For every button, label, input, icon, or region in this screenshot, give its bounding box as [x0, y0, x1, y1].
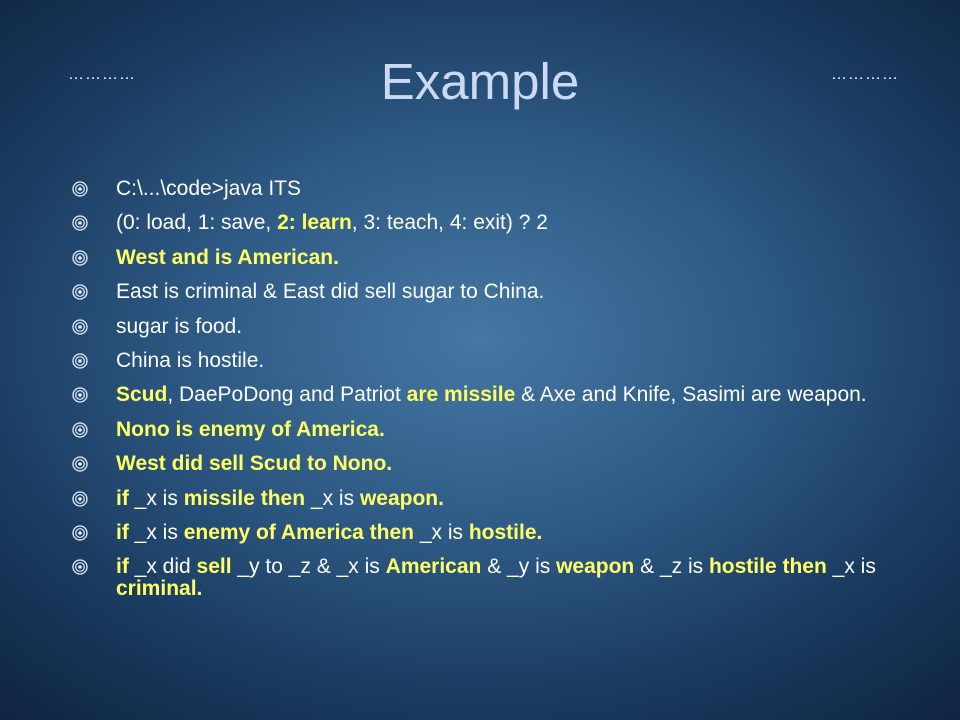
plain-text: & _y is [481, 555, 557, 579]
highlighted-text: if [116, 520, 129, 544]
slide-title: Example [380, 53, 580, 110]
bullet-item [72, 316, 932, 338]
bullet-text [116, 246, 339, 269]
highlighted-text: West and is American. [116, 245, 339, 269]
concentric-circle-bullet-icon [72, 387, 88, 403]
concentric-circle-bullet-icon [72, 525, 88, 541]
bullet-text [116, 315, 242, 338]
plain-text: _y to _z & _x is [231, 555, 386, 579]
plain-text: _x is [128, 520, 184, 544]
plain-text: , 3: teach, 4: exit) ? 2 [351, 211, 548, 235]
plain-text: _x is [305, 486, 360, 510]
bullet-text [116, 555, 876, 600]
concentric-circle-bullet-icon [72, 215, 88, 231]
bullet-item [72, 384, 932, 406]
highlighted-text: American [385, 555, 482, 579]
bullet-text [116, 280, 544, 303]
bullet-text [116, 487, 444, 510]
highlighted-text: West did sell Scud to Nono. [116, 452, 393, 476]
plain-text: sugar is food. [116, 314, 243, 338]
bullet-text [116, 383, 867, 406]
bullet-item [72, 281, 932, 303]
highlighted-text: Nono is enemy of America. [116, 417, 385, 441]
concentric-circle-bullet-icon [72, 491, 88, 507]
bullet-text [116, 177, 301, 200]
plain-text: C:\...\code>java ITS [116, 177, 302, 200]
highlighted-text: weapon [556, 555, 635, 579]
plain-text: _x is [826, 555, 876, 579]
plain-text: & Axe and Knife, Sasimi are weapon. [515, 383, 867, 407]
bullet-item [72, 419, 932, 441]
bullet-item [72, 453, 932, 475]
plain-text: , DaePoDong and Patriot [167, 383, 407, 407]
plain-text: & _z is [634, 555, 709, 579]
highlighted-text: missile then [183, 486, 306, 510]
highlighted-text: if [116, 555, 129, 579]
highlighted-text: weapon. [359, 486, 444, 510]
plain-text: East is criminal & East did sell sugar to China. [116, 280, 545, 304]
bullet-item [72, 247, 932, 269]
bullet-item [72, 212, 932, 234]
bullet-text [116, 211, 548, 234]
concentric-circle-bullet-icon [72, 559, 88, 575]
concentric-circle-bullet-icon [72, 353, 88, 369]
bullet-item [72, 522, 932, 544]
bullet-item [72, 178, 932, 200]
bullet-text [116, 418, 385, 441]
bullet-item [72, 488, 932, 510]
bullet-text [116, 349, 264, 372]
bullet-item [72, 556, 932, 600]
concentric-circle-bullet-icon [72, 250, 88, 266]
highlighted-text: hostile then [708, 555, 827, 579]
highlighted-text: sell [196, 555, 232, 579]
concentric-circle-bullet-icon [72, 456, 88, 472]
bullet-text [116, 521, 542, 544]
decorative-dots-left: ………… [68, 66, 136, 83]
highlighted-text: are missile [406, 383, 516, 407]
highlighted-text: Scud [116, 383, 168, 407]
bullet-item [72, 350, 932, 372]
concentric-circle-bullet-icon [72, 319, 88, 335]
decorative-dots-right: ………… [831, 66, 899, 83]
highlighted-text: criminal. [116, 577, 203, 601]
bullet-list [72, 178, 932, 613]
concentric-circle-bullet-icon [72, 422, 88, 438]
plain-text: _x is [413, 520, 469, 544]
bullet-text [116, 452, 392, 475]
plain-text: _x did [128, 555, 197, 579]
plain-text: (0: load, 1: save, [116, 211, 278, 235]
concentric-circle-bullet-icon [72, 181, 88, 197]
plain-text: China is hostile. [116, 348, 265, 372]
concentric-circle-bullet-icon [72, 284, 88, 300]
highlighted-text: if [116, 486, 129, 510]
highlighted-text: 2: learn [277, 211, 352, 235]
highlighted-text: hostile. [468, 520, 543, 544]
plain-text: _x is [128, 486, 184, 510]
highlighted-text: enemy of America then [183, 520, 414, 544]
